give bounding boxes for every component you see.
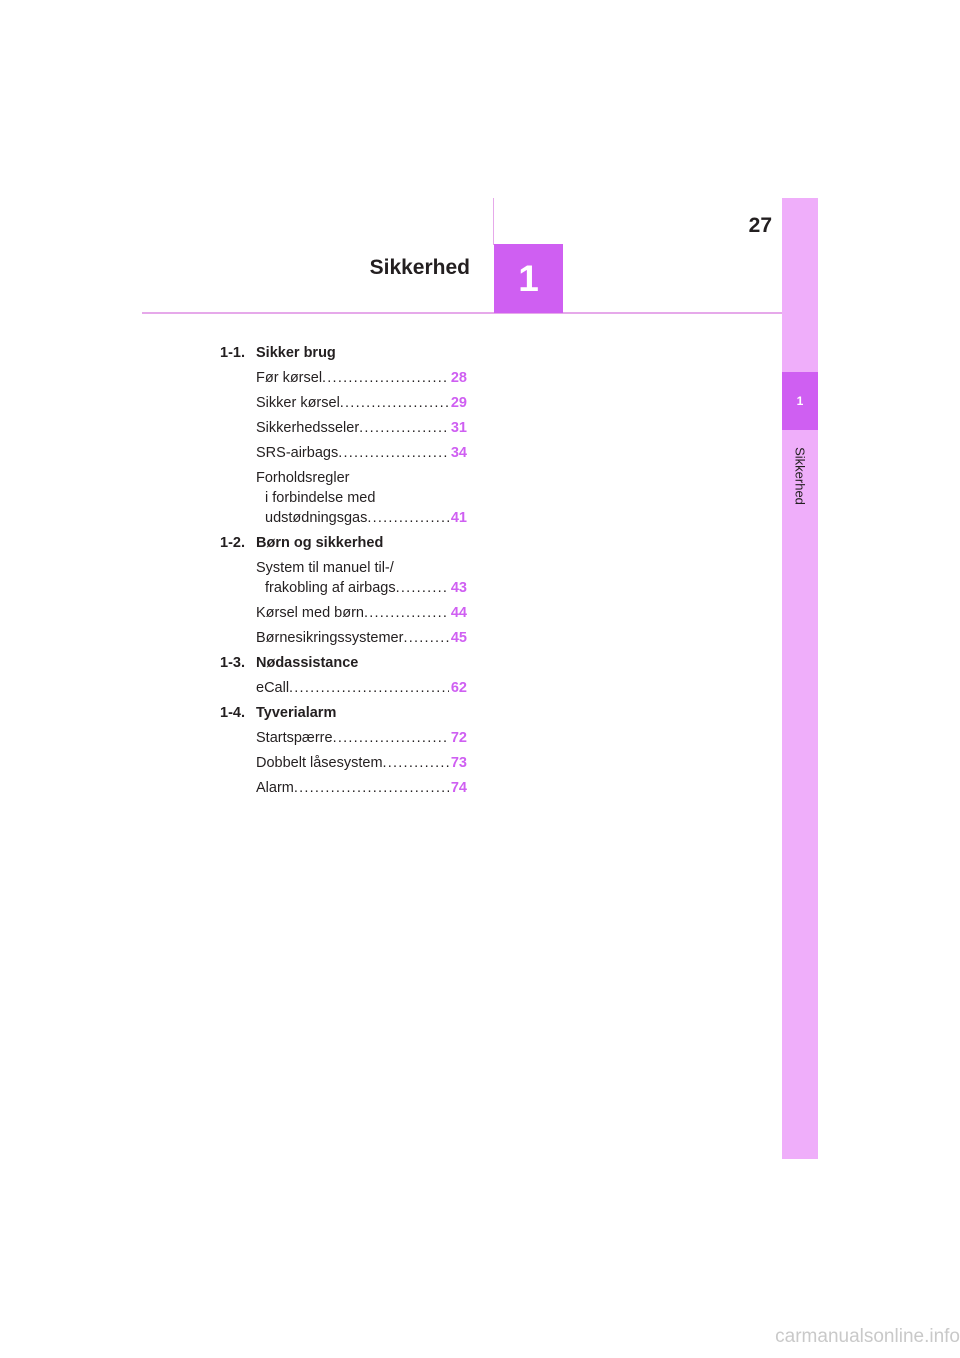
toc-dot-leader — [367, 508, 448, 528]
toc-entry-line — [256, 468, 467, 488]
toc-section-title: Børn og sikkerhed — [256, 535, 384, 551]
toc-entry-title: Børnesikringssystemer — [256, 630, 404, 646]
toc-entry-title: Forholdsregler — [256, 470, 350, 486]
toc-entry[interactable] — [256, 443, 467, 463]
toc-page-link[interactable]: 44 — [450, 605, 467, 621]
toc-entry[interactable] — [256, 603, 467, 623]
toc-entry-title: System til manuel til-/ — [256, 560, 394, 576]
toc-entry-title: Før kørsel — [256, 370, 323, 386]
toc-page-link[interactable]: 62 — [450, 680, 467, 696]
toc-section-number: 1-2. — [220, 535, 245, 551]
toc-entry-line — [256, 728, 467, 748]
toc-page-link[interactable]: 28 — [450, 370, 467, 386]
toc-dot-leader — [338, 443, 449, 463]
toc-entry[interactable] — [256, 418, 467, 438]
toc-entry-title: Dobbelt låsesystem — [256, 755, 383, 771]
toc-section-number: 1-3. — [220, 655, 245, 671]
toc-entry-line — [256, 603, 467, 623]
toc-section-heading — [220, 655, 358, 671]
toc-page-link[interactable]: 72 — [450, 730, 467, 746]
toc-entry[interactable] — [256, 678, 467, 698]
toc-entry[interactable] — [256, 468, 467, 528]
toc-entry-line — [256, 753, 467, 773]
toc-dot-leader — [294, 778, 449, 798]
toc-page-link[interactable]: 41 — [450, 510, 467, 526]
toc-entry-line — [256, 393, 467, 413]
page-number: 27 — [748, 214, 772, 237]
toc-page-link[interactable]: 74 — [450, 780, 467, 796]
side-tab-chapter-number: 1 — [796, 394, 804, 408]
toc-section-number: 1-1. — [220, 345, 245, 361]
toc-dot-leader — [333, 728, 449, 748]
toc-page-link[interactable]: 73 — [450, 755, 467, 771]
toc-entry-line — [256, 508, 467, 528]
toc-entry[interactable] — [256, 778, 467, 798]
toc-page-link[interactable]: 34 — [450, 445, 467, 461]
toc-entry-line — [256, 368, 467, 388]
toc-section-heading — [220, 345, 336, 361]
toc-entry-title: Sikkerhedsseler — [256, 420, 360, 436]
chapter-number: 1 — [518, 257, 539, 299]
side-tab-label: Sikkerhed — [792, 447, 808, 505]
toc-entry-title: Sikker kørsel — [256, 395, 340, 411]
toc-entry-title: SRS-airbags — [256, 445, 339, 461]
toc-page-link[interactable]: 45 — [450, 630, 467, 646]
toc-entry[interactable] — [256, 393, 467, 413]
toc-entry-line — [256, 778, 467, 798]
toc-entry-title: udstødningsgas — [265, 510, 368, 526]
toc-section-title: Tyverialarm — [256, 705, 337, 721]
toc-entry-line — [256, 558, 467, 578]
toc-section-heading — [220, 705, 336, 721]
chapter-title: Sikkerhed — [369, 256, 470, 279]
watermark: carmanualsonline.info — [775, 1326, 960, 1347]
toc-entry-line — [256, 418, 467, 438]
toc-section-title: Sikker brug — [256, 345, 336, 361]
toc-entry-title: Kørsel med børn — [256, 605, 364, 621]
toc-entry-title: Startspærre — [256, 730, 333, 746]
toc-page-link[interactable]: 29 — [450, 395, 467, 411]
toc-section-title: Nødassistance — [256, 655, 359, 671]
toc-entry-line — [256, 628, 467, 648]
toc-entry-title: Alarm — [256, 780, 294, 796]
toc-entry-line — [256, 488, 467, 508]
toc-entry[interactable] — [256, 368, 467, 388]
toc-dot-leader — [289, 678, 449, 698]
toc-section-heading — [220, 535, 383, 551]
toc-dot-leader — [383, 753, 449, 773]
toc-entry-title: eCall — [256, 680, 290, 696]
toc-entry[interactable] — [256, 558, 467, 598]
toc-section-number: 1-4. — [220, 705, 245, 721]
toc-dot-leader — [403, 628, 448, 648]
toc-entry[interactable] — [256, 753, 467, 773]
toc-entry-line — [256, 678, 467, 698]
toc-dot-leader — [359, 418, 449, 438]
toc-entry-title: i forbindelse med — [265, 490, 376, 506]
toc-entry-line — [256, 578, 467, 598]
toc-dot-leader — [340, 393, 449, 413]
toc-entry[interactable] — [256, 628, 467, 648]
toc-entry-title: frakobling af airbags — [265, 580, 396, 596]
toc-entry-line — [256, 443, 467, 463]
toc-entry[interactable] — [256, 728, 467, 748]
toc-page-link[interactable]: 31 — [450, 420, 467, 436]
toc-dot-leader — [364, 603, 449, 623]
toc-page-link[interactable]: 43 — [450, 580, 467, 596]
toc-dot-leader — [396, 578, 449, 598]
toc-dot-leader — [322, 368, 449, 388]
